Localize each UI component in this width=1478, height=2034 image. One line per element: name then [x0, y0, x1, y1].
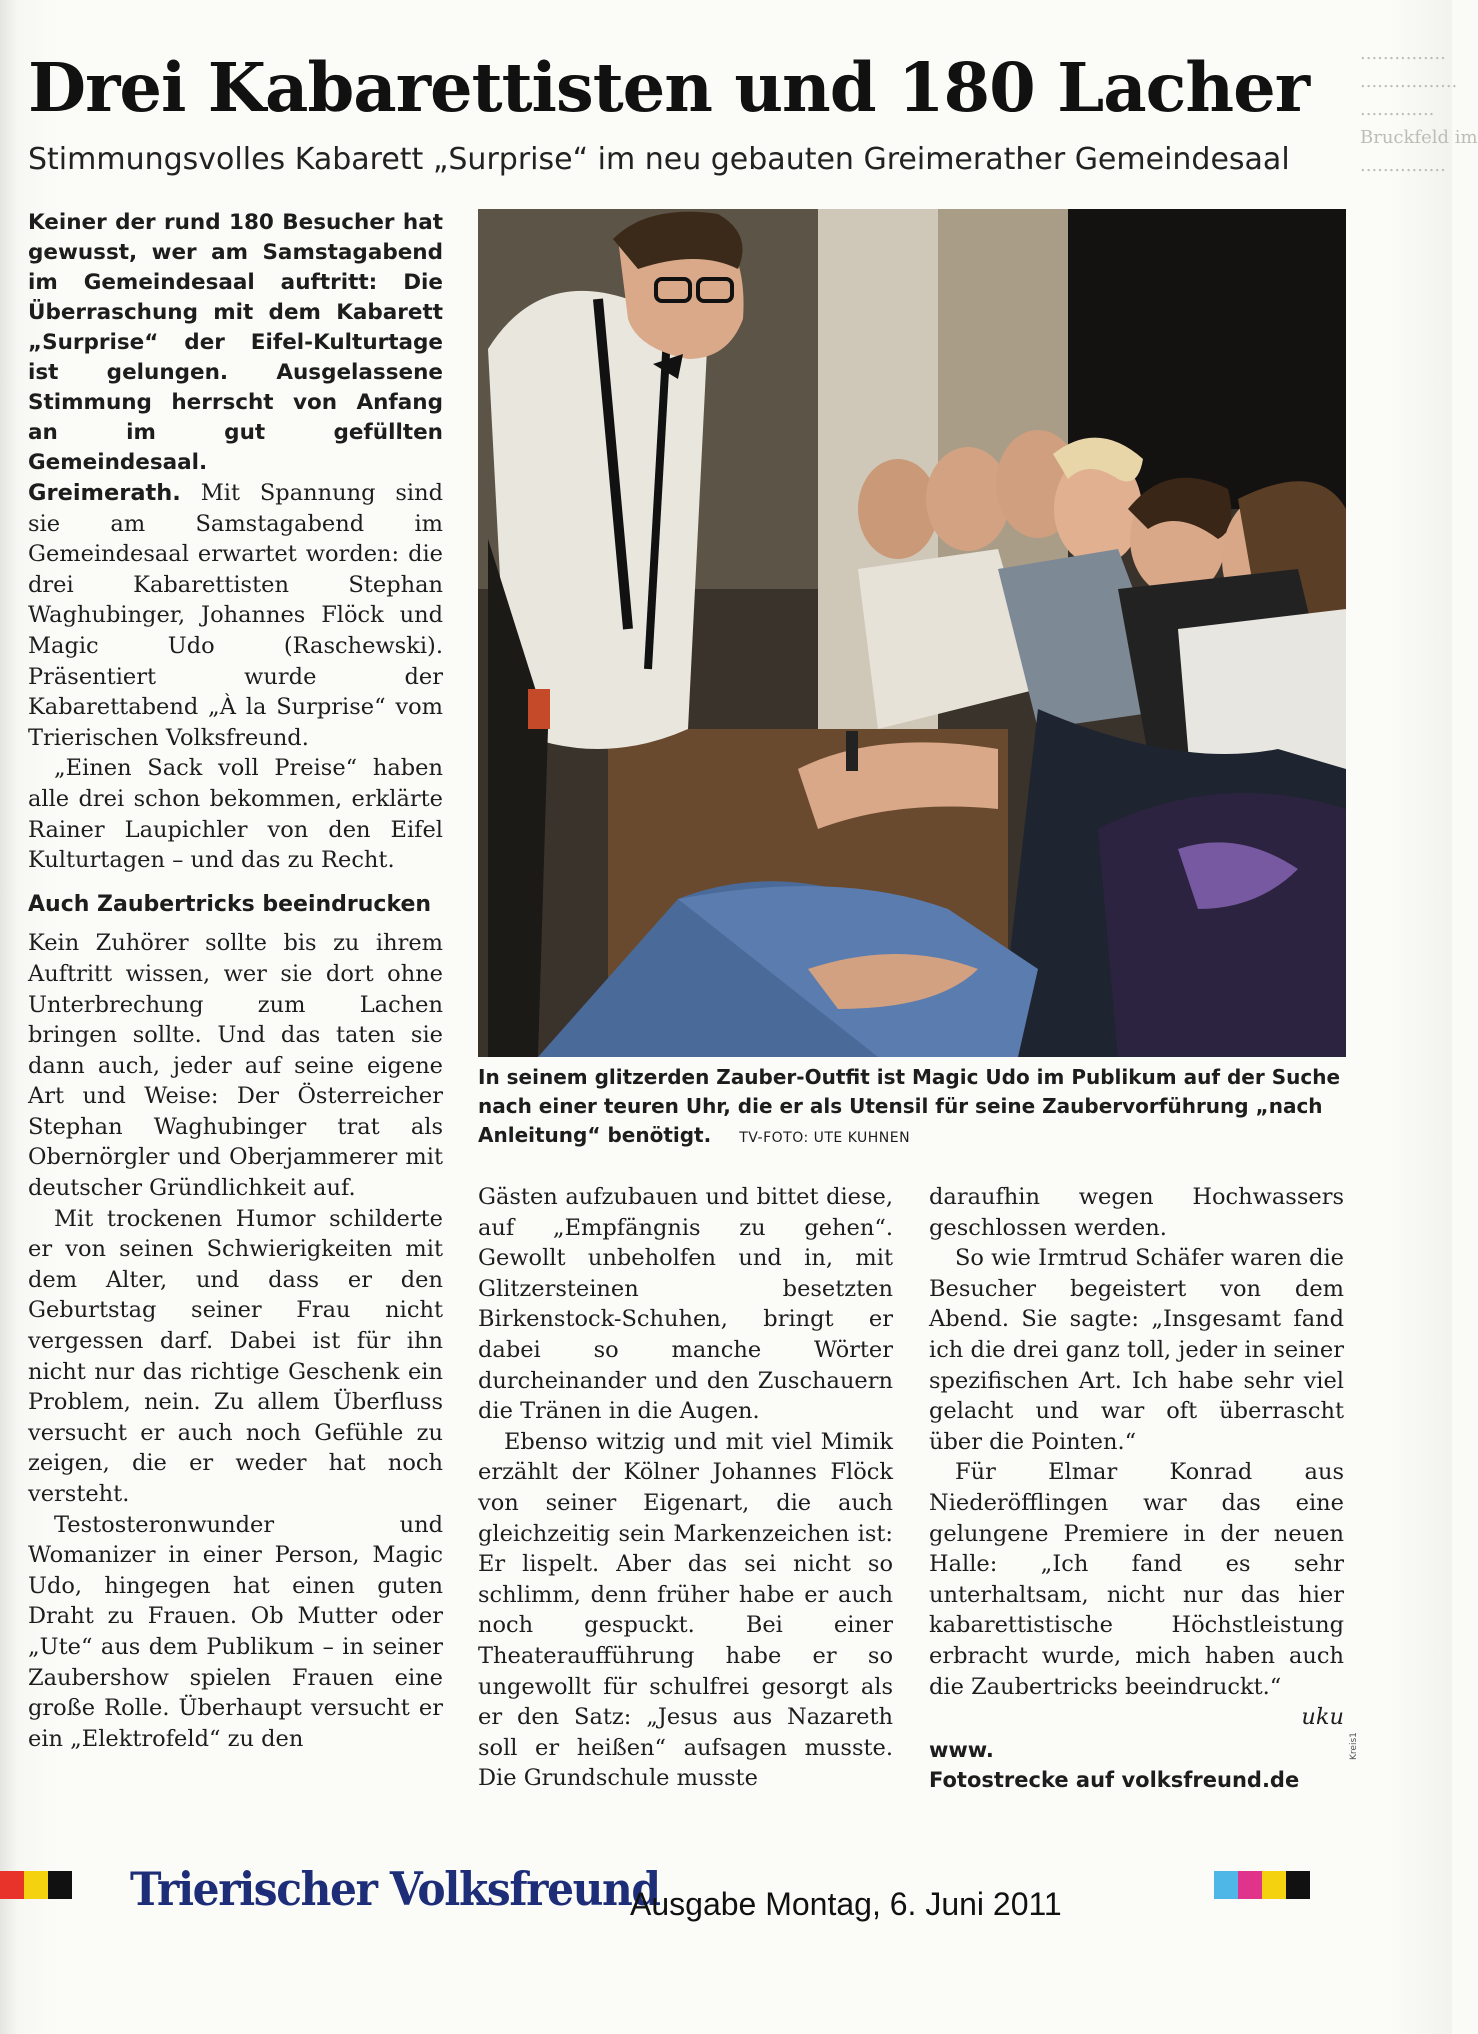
author-signature: uku — [1301, 1704, 1344, 1731]
paragraph-6: Gästen aufzubauen und bittet diese, auf „Empfängnis zu gehen“. Gewollt unbeholfen und in, mit Glitzersteinen besetzten Birkenstock-Schuhen, bringt er dabei so manche Wörter durcheinander und den Zuschauern die Tränen in die Augen. — [478, 1184, 893, 1425]
caption-text: In seinem glitzerden Zauber-Outfit ist Magic Udo im Publikum auf der Suche nach einer teuren Uhr, die er als Utensil für seine Zaubervorführung „nach Anleitung“ benötigt. — [478, 1065, 1341, 1147]
article-column-1 — [28, 478, 443, 1754]
newspaper-logo: Trierischer Volksfreund — [130, 1862, 660, 1916]
paragraph-9: So wie Irmtrud Schäfer waren die Besucher begeistert von dem Abend. Sie sagte: „Insgesamt fand ich die drei ganz toll, jeder in seiner spezifischen Art. Ich habe sehr viel gelacht und war oft überrascht über die Pointen.“ — [929, 1245, 1344, 1455]
article-column-3 — [929, 1182, 1344, 1733]
web-teaser[interactable] — [929, 1735, 1349, 1795]
article-headline: Drei Kabarettisten und 180 Lacher — [28, 48, 1310, 127]
article-photo — [478, 209, 1346, 1057]
article-subhead: Auch Zaubertricks beeindrucken — [28, 891, 432, 917]
adjacent-article-fragment: ............... ................. ............. Bruckfeld im ............... — [1360, 43, 1478, 176]
dateline: Greimerath. — [28, 480, 181, 506]
web-link[interactable]: Fotostrecke auf volksfreund.de — [929, 1768, 1300, 1792]
photo-caption — [478, 1063, 1346, 1153]
paragraph-8: daraufhin wegen Hochwassers geschlossen werden. — [929, 1184, 1344, 1241]
paragraph-7: Ebenso witzig und mit viel Mimik erzählt der Kölner Johannes Flöck von seiner Eigenart, die auch gleichzeitig sein Markenzeichen ist: Er lispelt. Aber das sei nicht so schlimm, denn früher habe er auch noch gespuckt. Bei einer Theateraufführung habe er so ungewollt für schulfrei gesorgt als er den Satz: „Jesus aus Nazareth soll er heißen“ aufsagen musste. Die Grundschule musste — [478, 1428, 893, 1792]
article-subheadline: Stimmungsvolles Kabarett „Surprise“ im neu gebauten Greimerather Gemeindesaal — [28, 142, 1290, 177]
paragraph-5: Testosteronwunder und Womanizer in einer Person, Magic Udo, hingegen hat einen guten Draht zu Frauen. Ob Mutter oder „Ute“ aus dem Publikum – in seiner Zaubershow spielen Frauen eine große Rolle. Überhaupt versucht er ein „Elektrofeld“ zu den — [28, 1511, 443, 1752]
paragraph-1: Greimerath. Mit Spannung sind sie am Samstagabend im Gemeindesaal erwartet worden: die drei Kabarettisten Stephan Waghubinger, Johannes Flöck und Magic Udo (Raschewski). Präsentiert wurde der Kabarettabend „À la Surprise“ vom Trierischen Volksfreund. — [28, 480, 443, 751]
edition-date: Ausgabe Montag, 6. Juni 2011 — [630, 1886, 1062, 1922]
paragraph-2: „Einen Sack voll Preise“ haben alle drei schon bekommen, erklärte Rainer Laupichler von den Eifel Kulturtagen – und das zu Recht. — [28, 755, 443, 874]
web-label: www. — [929, 1738, 994, 1762]
article-lead: Keiner der rund 180 Besucher hat gewusst, wer am Samstagabend im Gemeindesaal auftritt: Die Überraschung mit dem Kabarett „Surprise“ der Eifel-Kulturtage ist gelungen. Ausgelassene Stimmung herrscht von Anfang an im gut gefüllten Gemeindesaal. — [28, 210, 443, 475]
magician-audience-photo — [478, 209, 1346, 1057]
paragraph-4: Mit trockenen Humor schilderte er von seinen Schwierigkeiten mit dem Alter, und dass er den Geburtstag seiner Frau nicht vergessen darf. Dabei ist für ihn nicht nur das richtige Geschenk ein Problem, nein. Zu allem Überfluss versucht er auch noch Gefühle zu zeigen, die er weder hat noch versteht. — [28, 1205, 443, 1507]
color-registration-bar-left — [0, 1871, 72, 1899]
paragraph-3: Kein Zuhörer sollte bis zu ihrem Auftritt wissen, wer sie dort ohne Unterbrechung zum Lachen bringen sollte. Und das taten sie dann auch, jeder auf seine eigene Art und Weise: Der Österreicher Stephan Waghubinger trat als Obernörgler und Oberjammerer mit deutscher Gründlichkeit auf. — [28, 930, 443, 1202]
photo-credit: TV-FOTO: UTE KUHNEN — [739, 1130, 911, 1146]
color-registration-bar-right — [1214, 1871, 1310, 1899]
page-section-label: Kreis1 — [1349, 1732, 1359, 1760]
paragraph-10: Für Elmar Konrad aus Niederöfflingen war das eine gelungene Premiere in der neuen Halle: „Ich fand es sehr unterhaltsam, nicht nur das hier kabarettistische Höchstleistung erbracht wurde, mich haben auch die Zaubertricks beeindruckt.“ uku — [929, 1457, 1344, 1702]
article-column-2 — [478, 1182, 893, 1794]
